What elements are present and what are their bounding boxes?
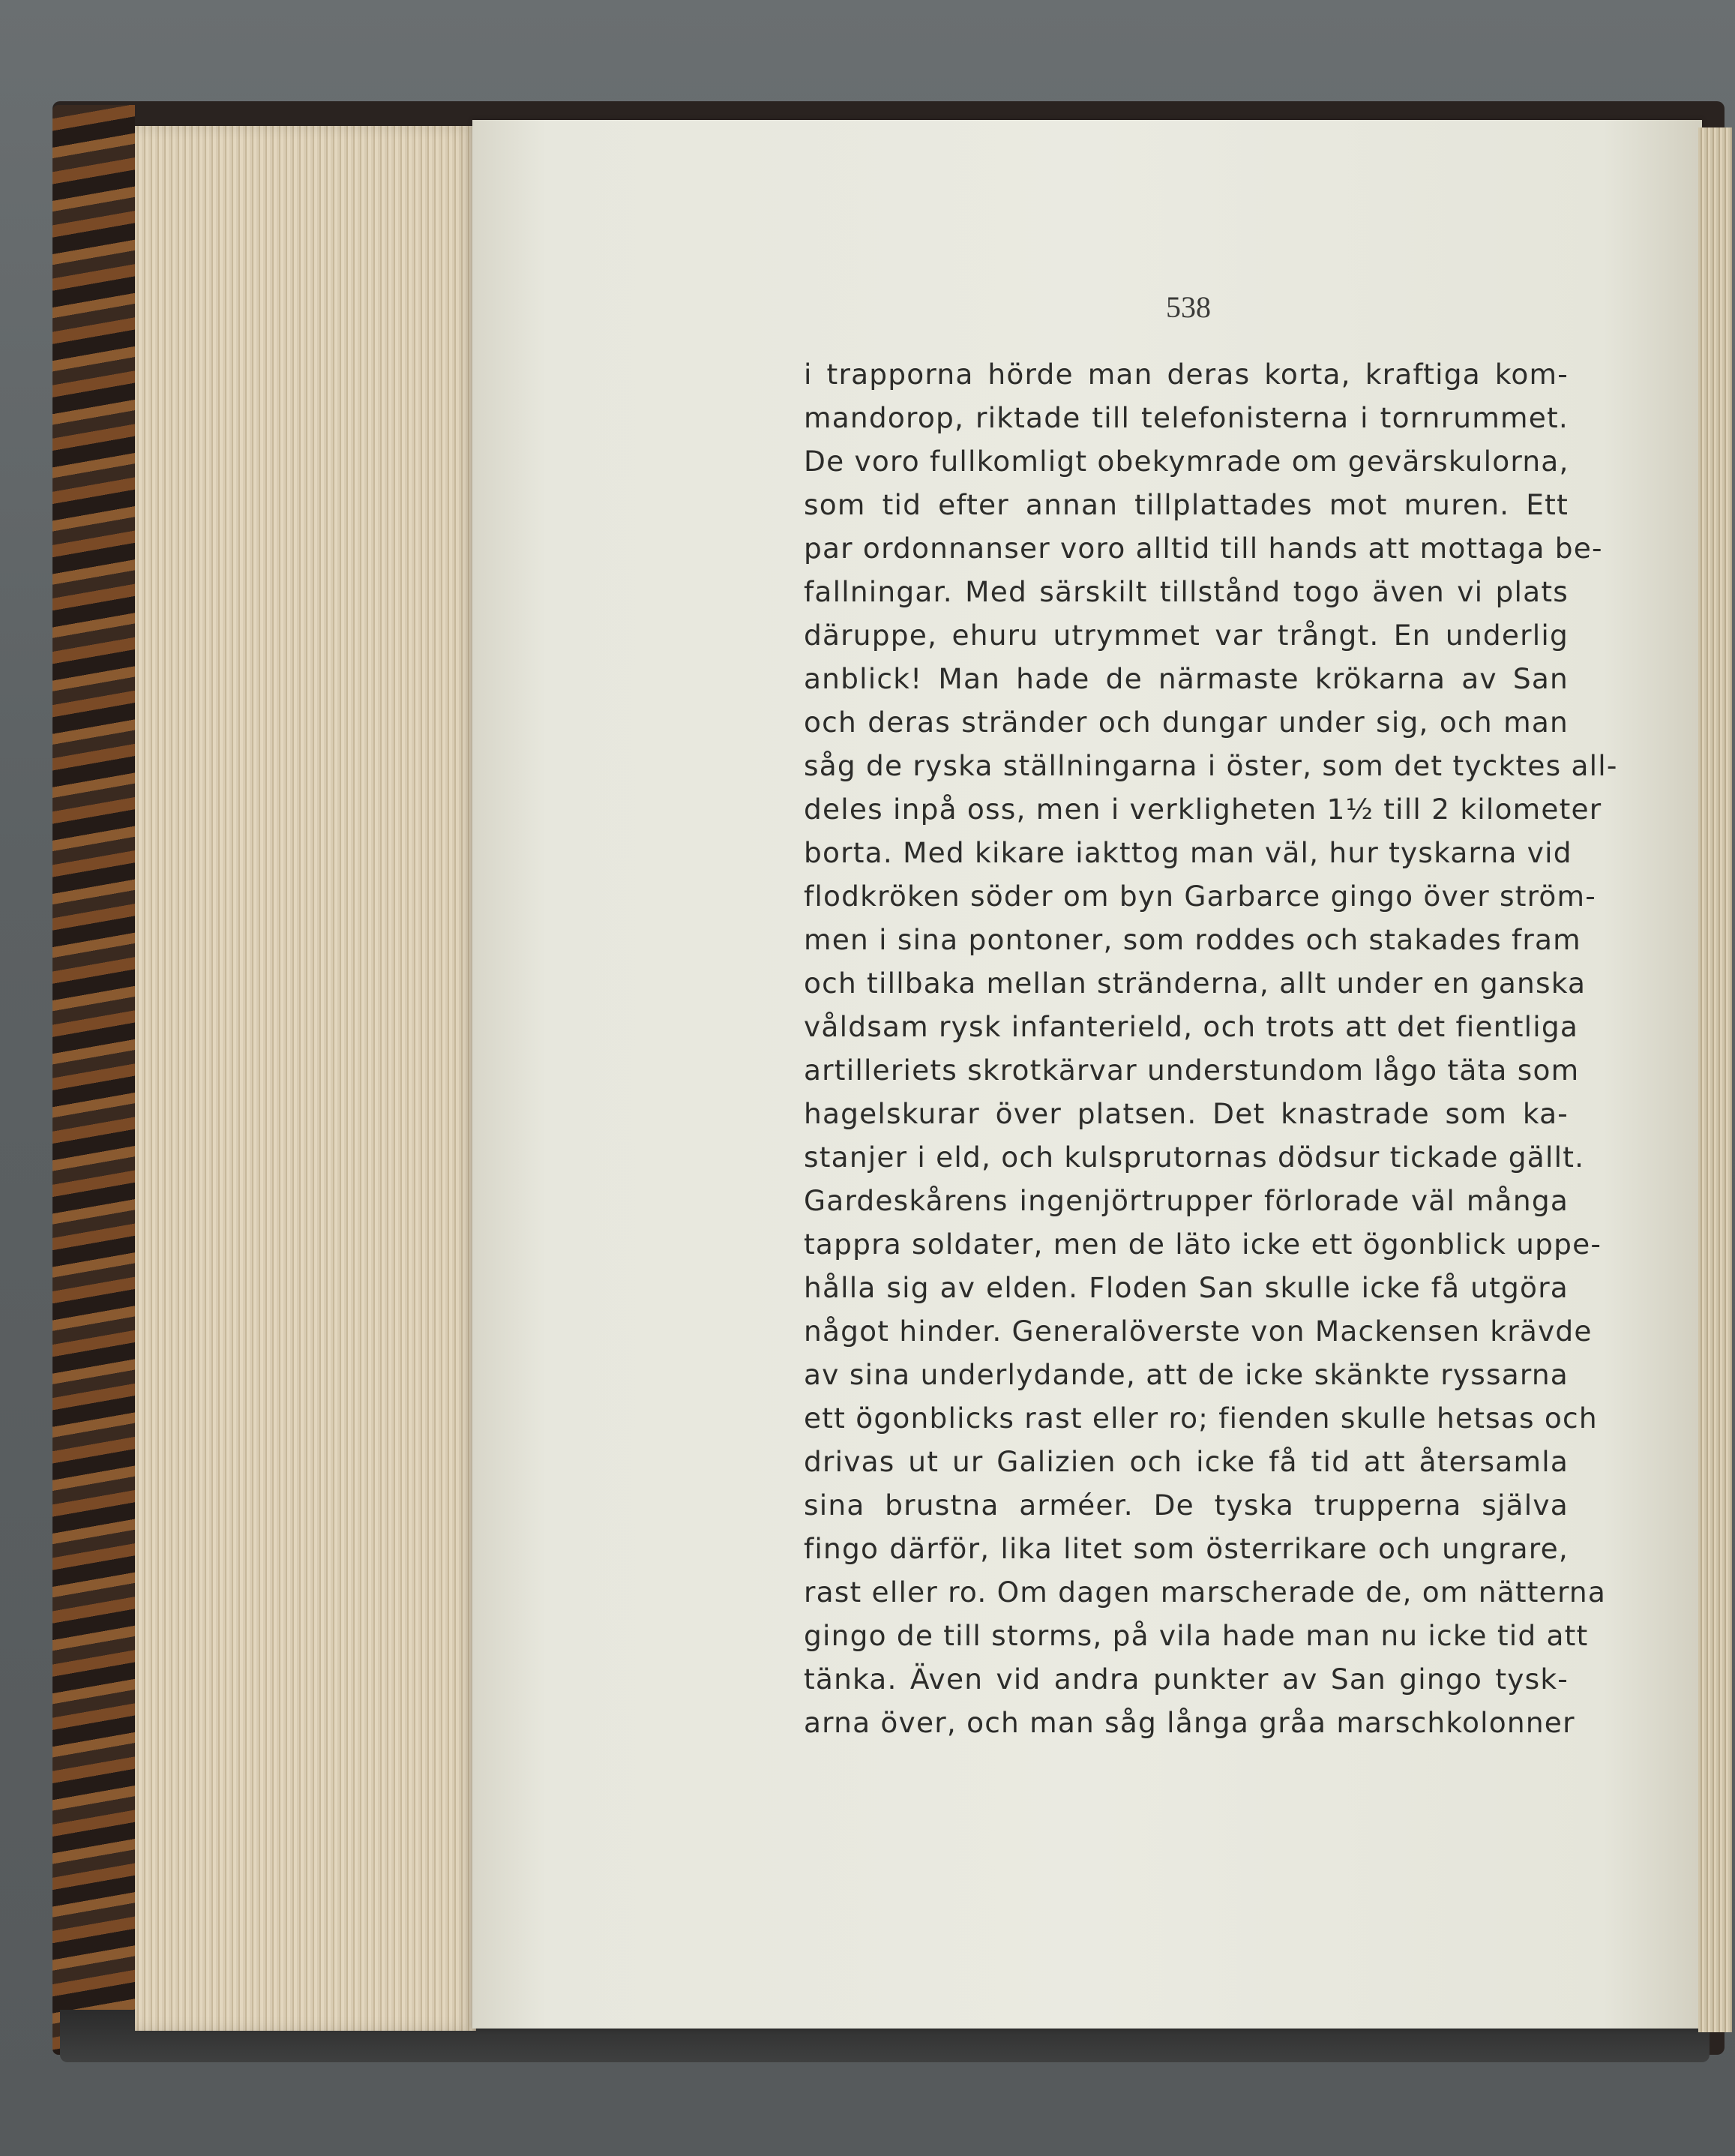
text-line: av sina underlydande, att de icke skänkte ryssarna: [804, 1358, 1569, 1391]
text-line: som tid efter annan tillplattades mot muren. Ett: [804, 488, 1569, 521]
text-line: såg de ryska ställningarna i öster, som det tycktes all-: [804, 749, 1618, 782]
text-line: De voro fullkomligt obekymrade om gevärskulorna,: [804, 445, 1569, 478]
text-line: tappra soldater, men de läto icke ett ögonblick uppe-: [804, 1228, 1602, 1261]
text-line: drivas ut ur Galizien och icke få tid att återsamla: [804, 1445, 1569, 1478]
text-line: hålla sig av elden. Floden San skulle icke få utgöra: [804, 1271, 1569, 1304]
page-stack: [135, 126, 476, 2031]
text-line: artilleriets skrotkärvar understundom lågo täta som: [804, 1054, 1580, 1087]
text-line: mandorop, riktade till telefonisterna i tornrummet.: [804, 401, 1569, 434]
text-line: men i sina pontoner, som roddes och stakades fram: [804, 923, 1581, 956]
page-right-edge: [1698, 127, 1732, 2032]
text-line: däruppe, ehuru utrymmet var trångt. En underlig: [804, 619, 1569, 652]
text-line: tänka. Även vid andra punkter av San gingo tysk-: [804, 1663, 1569, 1696]
text-line: gingo de till storms, på vila hade man nu icke tid att: [804, 1619, 1589, 1652]
text-line: våldsam rysk infanterield, och trots att det fientliga: [804, 1010, 1579, 1043]
text-line: anblick! Man hade de närmaste krökarna av San: [804, 662, 1569, 695]
text-line: borta. Med kikare iakttog man väl, hur tyskarna vid: [804, 836, 1572, 869]
text-line: arna över, och man såg långa gråa marschkolonner: [804, 1706, 1575, 1739]
text-line: något hinder. Generalöverste von Mackensen krävde: [804, 1315, 1593, 1348]
text-line: par ordonnanser voro alltid till hands att mottaga be-: [804, 532, 1603, 565]
page-number: 538: [1166, 290, 1211, 324]
text-line: Gardeskårens ingenjörtrupper förlorade väl många: [804, 1184, 1569, 1217]
text-line: stanjer i eld, och kulsprutornas dödsur tickade gällt.: [804, 1141, 1585, 1174]
text-line: fallningar. Med särskilt tillstånd togo även vi plats: [804, 575, 1569, 608]
text-line: ett ögonblicks rast eller ro; fienden skulle hetsas och: [804, 1402, 1598, 1435]
text-line: rast eller ro. Om dagen marscherade de, om nätterna: [804, 1576, 1607, 1609]
marbled-cover-edge: [52, 105, 135, 2055]
text-line: deles inpå oss, men i verkligheten 1½ till 2 kilometer: [804, 793, 1602, 826]
text-line: fingo därför, lika litet som österrikare och ungrare,: [804, 1532, 1569, 1565]
text-line: och deras stränder och dungar under sig, och man: [804, 706, 1569, 739]
text-line: och tillbaka mellan stränderna, allt under en ganska: [804, 967, 1587, 1000]
text-line: sina brustna arméer. De tyska trupperna själva: [804, 1489, 1569, 1522]
text-line: hagelskurar över platsen. Det knastrade som ka-: [804, 1097, 1569, 1130]
text-line: flodkröken söder om byn Garbarce gingo över ström-: [804, 880, 1597, 913]
text-line: i trapporna hörde man deras korta, kraftiga kom-: [804, 358, 1569, 391]
body-text: [804, 352, 1618, 1744]
